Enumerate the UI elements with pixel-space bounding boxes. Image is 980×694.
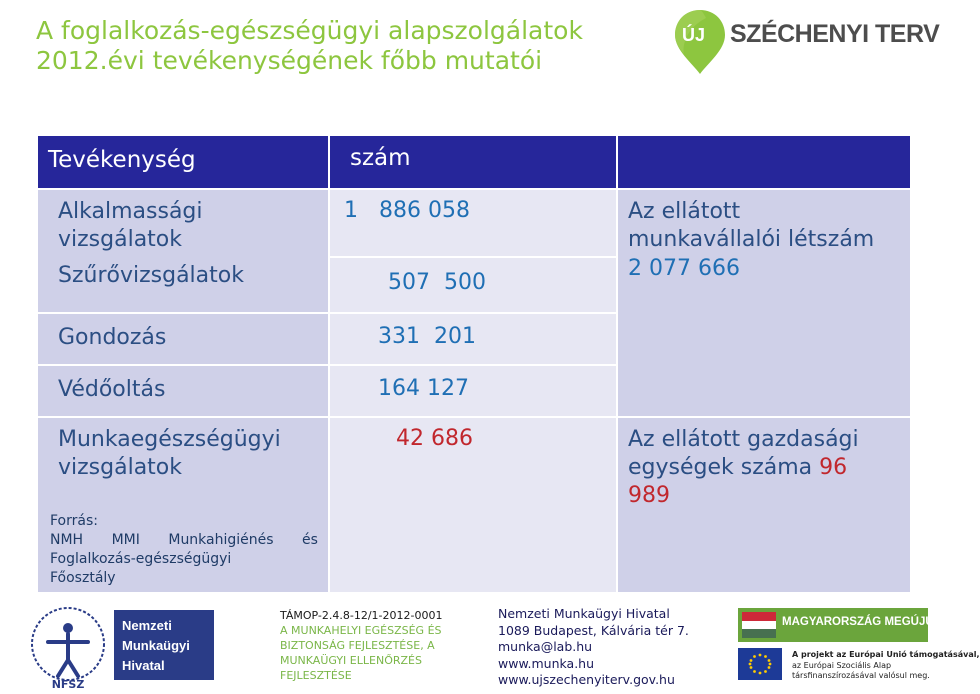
contact-email[interactable]: munka@lab.hu xyxy=(498,639,593,654)
value-number: 507 500 xyxy=(388,270,486,295)
value-cell-2 xyxy=(330,258,616,312)
tamop-code: TÁMOP-2.4.8-12/1-2012-0001 xyxy=(280,609,443,622)
note-line: munkavállalói létszám xyxy=(628,227,875,252)
nmh-logo-text xyxy=(122,616,190,676)
nmh-line: Munkaügyi xyxy=(122,638,190,653)
title-line-2: 2012.évi tevékenységének főbb mutatói xyxy=(36,46,543,75)
value-cell-1 xyxy=(330,190,616,256)
brand-uj-text: ÚJ xyxy=(682,25,706,45)
note-value: 989 xyxy=(628,483,670,508)
title-line-1: A foglalkozás-egészségügyi alapszolgálatok xyxy=(36,16,583,45)
tamop-line: MUNKAÜGYI ELLENŐRZÉS xyxy=(280,654,422,667)
source-label: Forrás: xyxy=(50,513,98,529)
activity-cell-4 xyxy=(38,366,328,416)
source-line-2: Foglalkozás-egészségügyi xyxy=(50,551,232,567)
header-activity-label: Tevékenység xyxy=(48,147,196,173)
header-note xyxy=(618,136,910,188)
value-number: 42 686 xyxy=(396,426,473,451)
source-note xyxy=(50,512,320,588)
value-cell-3 xyxy=(330,314,616,364)
activity-cell-1-2 xyxy=(38,190,328,312)
note-cell-units xyxy=(618,418,910,592)
footer xyxy=(0,600,980,694)
eu-line: az Európai Szociális Alap xyxy=(792,660,892,670)
note-value: 96 xyxy=(819,455,848,480)
activity-label: Munkaegészségügyi vizsgálatok xyxy=(58,427,281,480)
header-number xyxy=(330,136,616,188)
contact-website[interactable]: www.ujszechenyiterv.gov.hu xyxy=(498,672,675,687)
note-line: Az ellátott gazdasági xyxy=(628,427,859,452)
contact-address: 1089 Budapest, Kálvária tér 7. xyxy=(498,622,689,638)
source-line-3: Főosztály xyxy=(50,570,116,586)
nmh-line: Hivatal xyxy=(122,658,165,673)
page-title xyxy=(36,16,656,76)
contact-org: Nemzeti Munkaügyi Hivatal xyxy=(498,606,670,621)
value-number: 331 201 xyxy=(378,324,476,349)
activity-cell-3 xyxy=(38,314,328,364)
header-activity xyxy=(38,136,328,188)
magyarorszag-megujul-banner xyxy=(738,608,941,642)
nfsz-text: NFSZ xyxy=(51,678,85,691)
tamop-line: A MUNKAHELYI EGÉSZSÉG ÉS xyxy=(280,624,442,637)
banner-text: MAGYARORSZÁG MEGÚJUL xyxy=(782,616,941,628)
value-cell-5 xyxy=(330,418,616,592)
indicators-table xyxy=(38,136,910,592)
tamop-project-info xyxy=(280,608,480,683)
eu-line: társfinanszírozásával valósul meg. xyxy=(792,671,930,680)
header-number-label: szám xyxy=(350,145,411,171)
activity-label: Szűrővizsgálatok xyxy=(58,263,244,288)
contact-website[interactable]: www.munka.hu xyxy=(498,655,595,671)
activity-label: Gondozás xyxy=(58,325,167,350)
note-line-with-value xyxy=(628,454,847,482)
contact-info xyxy=(498,606,689,689)
note-cell-employees xyxy=(618,190,910,416)
source-word: Munkahigiénés xyxy=(168,532,274,548)
eu-flag-icon xyxy=(738,648,782,680)
source-word: MMI xyxy=(111,532,140,548)
activity-cell-5 xyxy=(38,418,328,592)
value-number: 164 127 xyxy=(378,376,469,401)
eu-support-text xyxy=(792,650,980,682)
activity-label: Alkalmassági vizsgálatok xyxy=(58,199,203,252)
note-value: 2 077 666 xyxy=(628,256,740,281)
nmh-line: Nemzeti xyxy=(122,618,172,633)
uj-szechenyi-terv-logo xyxy=(672,6,940,76)
value-cell-4 xyxy=(330,366,616,416)
hungarian-flag-icon xyxy=(742,612,776,638)
source-word: és xyxy=(302,532,318,548)
value-number: 1 886 058 xyxy=(344,198,470,223)
note-line: egységek száma xyxy=(628,455,813,480)
source-line-1 xyxy=(50,531,318,550)
activity-label: Védőoltás xyxy=(58,377,166,402)
eu-line: A projekt az Európai Unió támogatásával, xyxy=(792,650,980,659)
tamop-line: FEJLESZTÉSE xyxy=(280,669,352,682)
nmh-logo xyxy=(114,610,214,680)
note-line: Az ellátott xyxy=(628,199,741,224)
source-word: NMH xyxy=(50,532,84,548)
tamop-line: BIZTONSÁG FEJLESZTÉSE, A xyxy=(280,639,435,652)
brand-name-text: SZÉCHENYI TERV xyxy=(730,20,940,48)
nfsz-logo xyxy=(26,604,110,690)
